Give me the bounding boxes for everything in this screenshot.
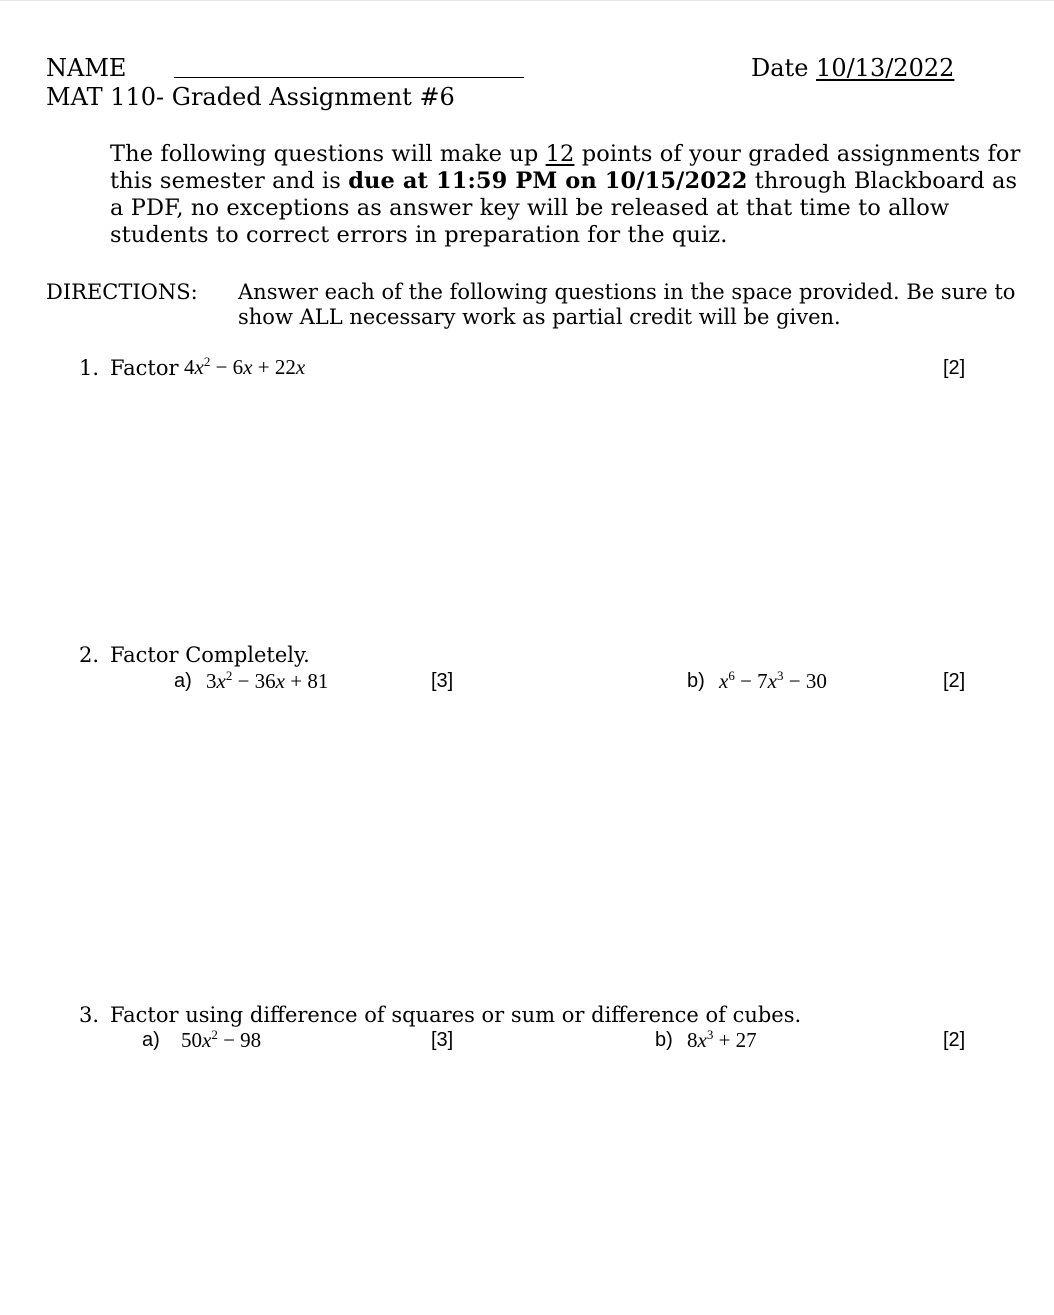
question-2a-letter: a) [174,670,192,692]
question-2b-letter: b) [687,670,705,692]
directions-label: DIRECTIONS: [46,280,198,304]
question-3a-letter: a) [142,1029,160,1051]
date-value: 10/13/2022 [816,54,955,82]
intro-points: 12 [545,141,575,167]
question-2a-expression: $3x^2 - 36x + 81$ [206,668,329,693]
intro-paragraph [110,141,1030,249]
assignment-title: MAT 110- Graded Assignment #6 [46,83,455,111]
intro-text-3: through Blackboard as a PDF, no exceptions as answer key will be released at that time to allow students to correct errors in preparation for the quiz. [110,168,1018,248]
question-1-expression: $4x^2 - 6x + 22x$ [184,354,306,379]
question-2-number: 2. [79,643,100,667]
question-3-number: 3. [79,1003,100,1027]
question-1-points: [2] [943,357,966,379]
question-2a-points: [3] [431,670,454,692]
page-top-edge [0,0,1054,1]
question-2b-expression: $x^6 - 7x^3 - 30$ [719,668,827,693]
name-blank-line [174,77,524,78]
question-3a-points: [3] [431,1029,454,1051]
question-1-prompt: Factor [110,356,179,380]
question-3-prompt: Factor using difference of squares or sum or difference of cubes. [110,1003,802,1027]
question-3b-letter: b) [655,1029,673,1051]
date-label: Date [751,54,809,82]
date-field [751,54,954,82]
question-2-prompt: Factor Completely. [110,643,310,667]
intro-text-2: points of your graded assignments for this semester and is [110,141,1021,194]
directions-text: Answer each of the following questions in the space provided. Be sure to show ALL necessary work as partial credit will be given. [238,280,1016,329]
question-3a-expression: $50x^2 - 98$ [181,1027,262,1052]
question-3b-expression: $8x^3 + 27$ [687,1027,757,1052]
intro-due-date: due at 11:59 PM on 10/15/2022 [348,168,748,194]
question-3b-points: [2] [943,1029,966,1051]
name-label: NAME [46,54,127,82]
question-2b-points: [2] [943,670,966,692]
intro-text-1: The following questions will make up [110,141,546,167]
question-1-number: 1. [79,356,100,380]
